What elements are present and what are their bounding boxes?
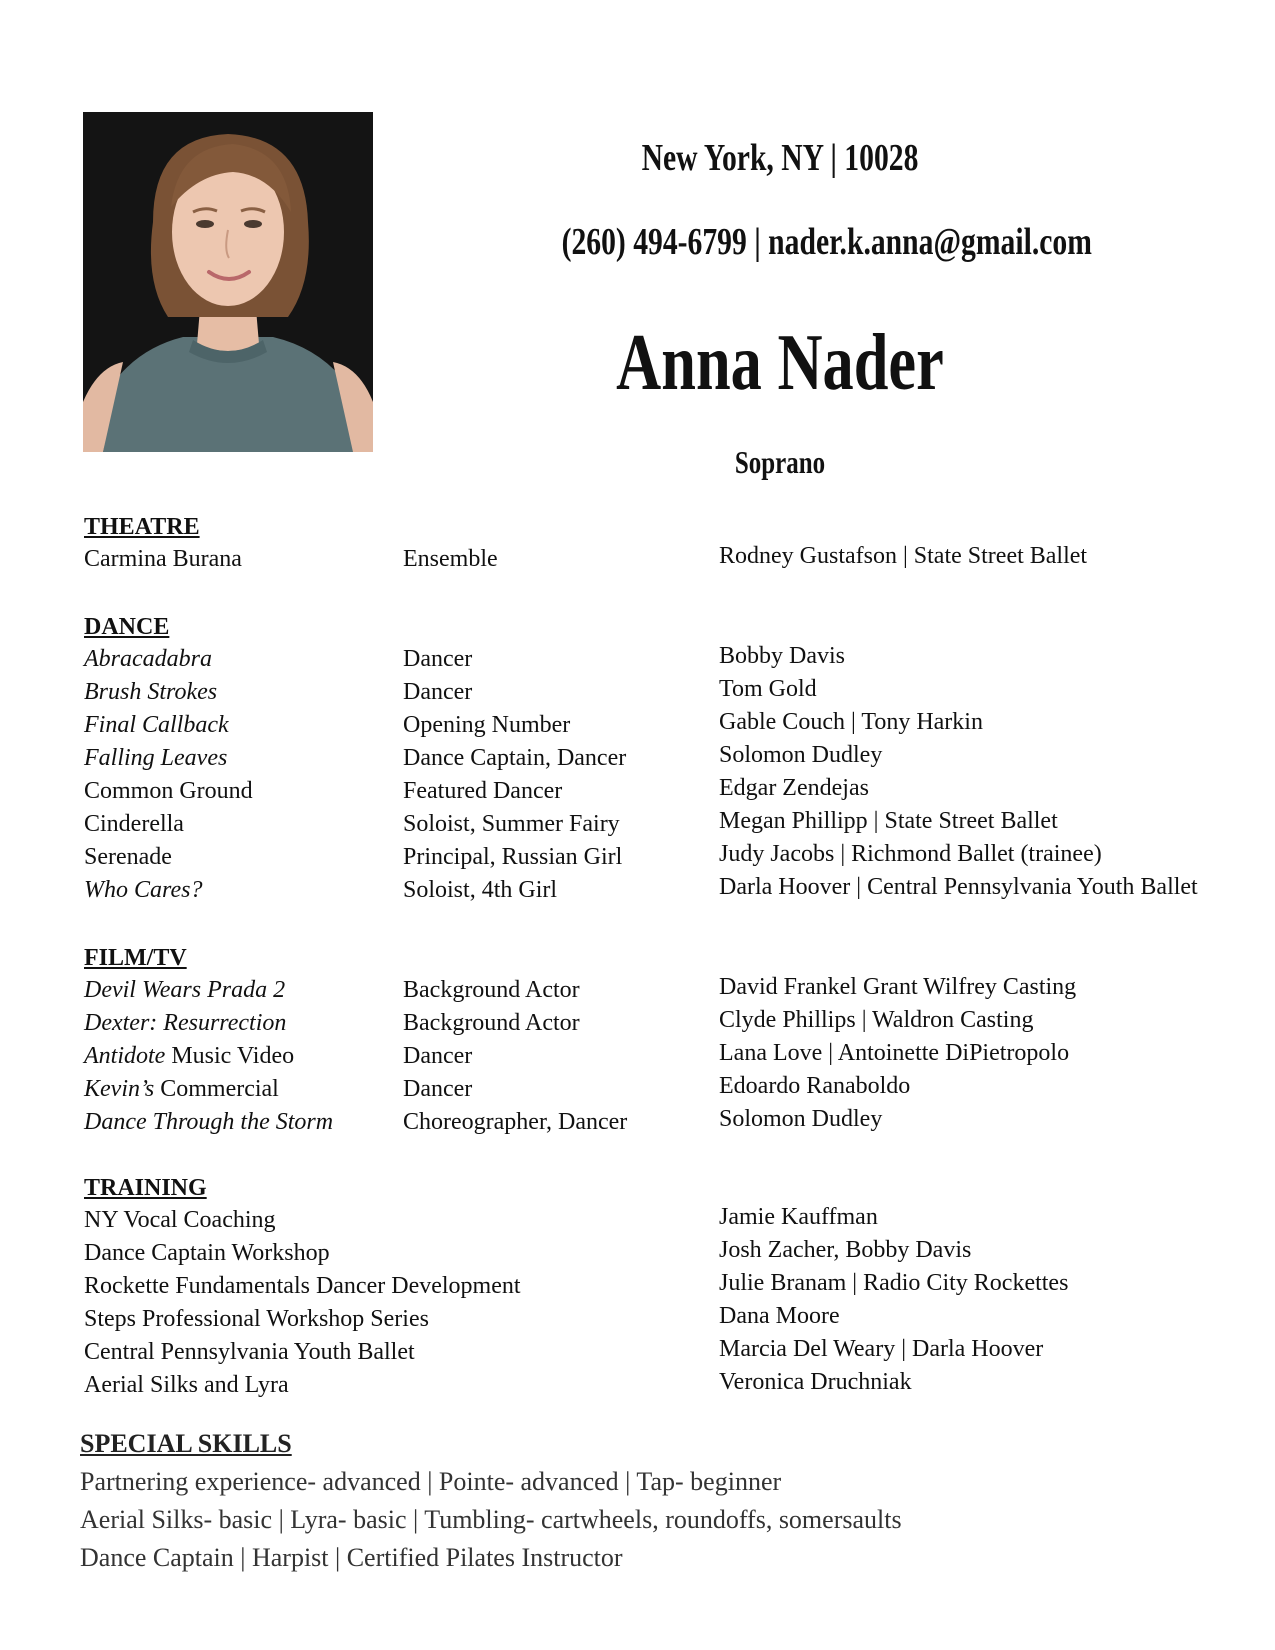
credit-row: [84, 676, 1234, 709]
training-program: Steps Professional Workshop Series: [84, 1306, 429, 1332]
training-program: Central Pennsylvania Youth Ballet: [84, 1339, 415, 1365]
credit-director: Bobby Davis: [719, 643, 845, 669]
credit-role: Dancer: [403, 1043, 473, 1069]
credit-title-wrap: [84, 1007, 286, 1040]
credit-title-suffix: Commercial: [154, 1076, 279, 1102]
training-instructor: Jamie Kauffman: [719, 1204, 878, 1230]
contact-line: (260) 494-6799 | nader.k.anna@gmail.com: [561, 221, 1092, 263]
credit-row: [84, 643, 1234, 676]
training-section: [84, 1172, 1234, 1402]
credit-title: Serenade: [84, 844, 172, 870]
credit-director: Megan Phillipp | State Street Ballet: [719, 808, 1058, 834]
training-program: Dance Captain Workshop: [84, 1240, 330, 1266]
training-instructor: Dana Moore: [719, 1303, 840, 1329]
credit-role: Soloist, Summer Fairy: [403, 811, 620, 837]
credit-title-wrap: [84, 974, 285, 1007]
skill-line: Aerial Silks- basic | Lyra- basic | Tumbling- cartwheels, roundoffs, somersaults: [80, 1505, 902, 1534]
credit-title: Cinderella: [84, 811, 184, 837]
training-row: [84, 1303, 1234, 1336]
credit-director: Solomon Dudley: [719, 742, 883, 768]
credit-role: Principal, Russian Girl: [403, 844, 623, 870]
credit-title: Final Callback: [84, 712, 229, 738]
credit-row: [84, 1073, 1234, 1106]
credit-role: Background Actor: [403, 1010, 580, 1036]
credit-row: [84, 841, 1234, 874]
credit-director: Tom Gold: [719, 676, 817, 702]
training-row: [84, 1204, 1234, 1237]
credit-role: Dancer: [403, 679, 473, 705]
section-heading: SPECIAL SKILLS: [80, 1429, 292, 1458]
credit-title: Devil Wears Prada 2: [84, 977, 286, 1003]
training-instructor: Josh Zacher, Bobby Davis: [719, 1237, 972, 1263]
credit-director: David Frankel Grant Wilfrey Casting: [719, 974, 1077, 1000]
credit-row: [84, 808, 1234, 841]
credit-title: Carmina Burana: [84, 546, 242, 572]
credit-row: [84, 1106, 1234, 1139]
credit-director: Clyde Phillips | Waldron Casting: [719, 1007, 1034, 1033]
credit-title-wrap: [84, 1073, 279, 1106]
credit-row: [84, 1007, 1234, 1040]
training-row: [84, 1270, 1234, 1303]
credit-title-suffix: Music Video: [165, 1043, 295, 1069]
credit-row: [84, 1040, 1234, 1073]
section-heading: DANCE: [84, 614, 170, 640]
skill-line: Partnering experience- advanced | Pointe- advanced | Tap- beginner: [80, 1467, 782, 1496]
credit-title: Dexter: Resurrection: [84, 1010, 287, 1036]
credit-title-wrap: [84, 1040, 294, 1073]
credit-role: Dance Captain, Dancer: [403, 745, 627, 771]
credit-director: Edgar Zendejas: [719, 775, 869, 801]
credit-row: [84, 709, 1234, 742]
credit-role: Choreographer, Dancer: [403, 1109, 628, 1135]
training-program: Aerial Silks and Lyra: [84, 1372, 289, 1398]
credit-row: [84, 775, 1234, 808]
credit-title: Falling Leaves: [84, 745, 228, 771]
credit-director: Judy Jacobs | Richmond Ballet (trainee): [719, 841, 1102, 867]
credit-director: Lana Love | Antoinette DiPietropolo: [719, 1040, 1070, 1066]
credit-role: Dancer: [403, 646, 473, 672]
training-instructor: Veronica Druchniak: [719, 1369, 912, 1395]
credit-row: [84, 974, 1234, 1007]
special-skills-section: [80, 1425, 1230, 1577]
training-program: Rockette Fundamentals Dancer Development: [84, 1273, 521, 1299]
credit-role: Featured Dancer: [403, 778, 563, 804]
credit-row: [84, 874, 1234, 907]
headshot-photo: [83, 112, 373, 452]
credit-director: Edoardo Ranaboldo: [719, 1073, 911, 1099]
dance-section: [84, 611, 1234, 907]
section-heading: FILM/TV: [84, 945, 187, 971]
training-program: NY Vocal Coaching: [84, 1207, 276, 1233]
theatre-section: [84, 511, 1234, 576]
voice-type: Soprano: [734, 444, 826, 480]
section-heading: THEATRE: [84, 514, 200, 540]
credit-director: Darla Hoover | Central Pennsylvania Youth Ballet: [719, 874, 1198, 900]
credit-row: [84, 543, 1234, 576]
credit-title: Antidote: [84, 1043, 166, 1069]
credit-title: Abracadabra: [84, 646, 212, 672]
skill-line: Dance Captain | Harpist | Certified Pilates Instructor: [80, 1543, 623, 1572]
credit-title: Common Ground: [84, 778, 253, 804]
credit-title: Kevin’s: [84, 1076, 155, 1102]
credit-role: Background Actor: [403, 977, 580, 1003]
training-row: [84, 1369, 1234, 1402]
training-instructor: Marcia Del Weary | Darla Hoover: [719, 1336, 1044, 1362]
credit-role: Dancer: [403, 1076, 473, 1102]
credit-title: Brush Strokes: [84, 679, 218, 705]
credit-role: Ensemble: [403, 546, 498, 572]
headshot-illustration: [83, 112, 373, 452]
credit-role: Opening Number: [403, 712, 571, 738]
film-tv-section: [84, 942, 1234, 1139]
training-instructor: Julie Branam | Radio City Rockettes: [719, 1270, 1069, 1296]
location-line: New York, NY | 10028: [641, 137, 919, 179]
credit-director: Rodney Gustafson | State Street Ballet: [719, 543, 1088, 569]
credit-director: Gable Couch | Tony Harkin: [719, 709, 983, 735]
training-row: [84, 1237, 1234, 1270]
credit-title-wrap: [84, 1106, 333, 1139]
credit-title: Who Cares?: [84, 877, 203, 903]
credit-director: Solomon Dudley: [719, 1106, 883, 1132]
credit-title: Dance Through the Storm: [84, 1109, 334, 1135]
credit-row: [84, 742, 1234, 775]
performer-name: Anna Nader: [616, 319, 944, 407]
section-heading: TRAINING: [84, 1175, 207, 1201]
credit-role: Soloist, 4th Girl: [403, 877, 558, 903]
training-row: [84, 1336, 1234, 1369]
